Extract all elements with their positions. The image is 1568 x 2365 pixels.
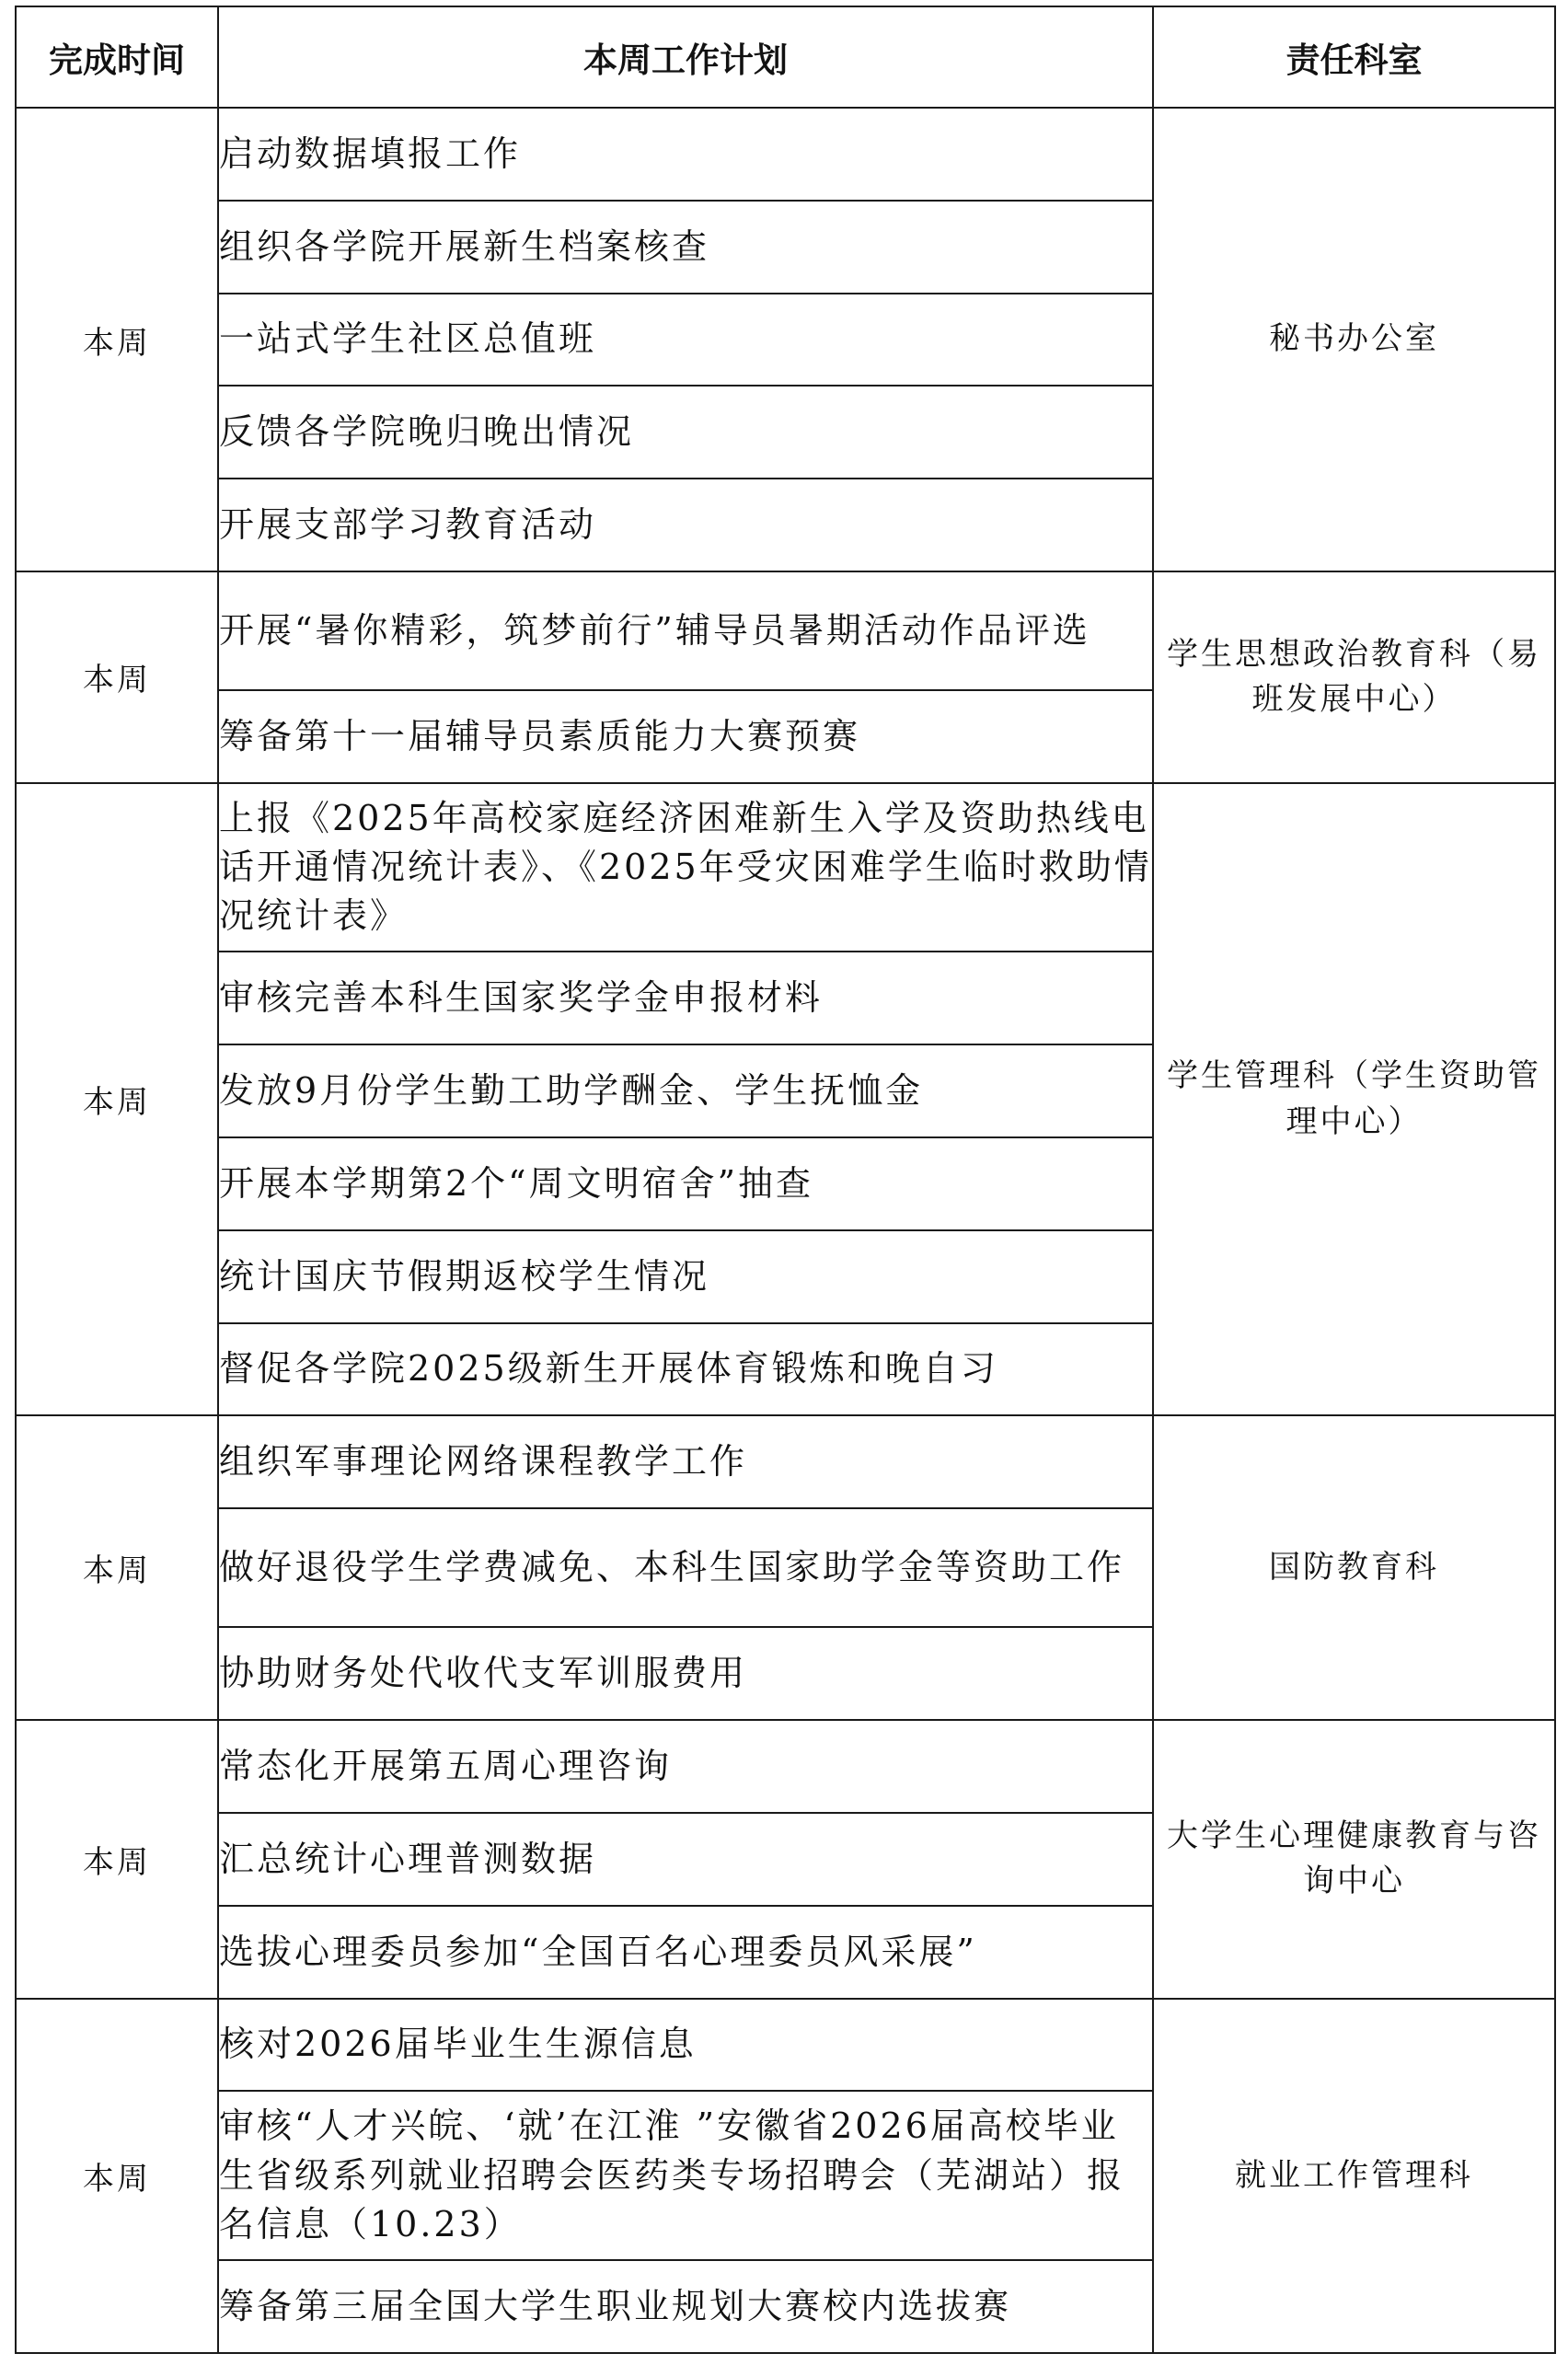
task-cell: 统计国庆节假期返校学生情况	[218, 1230, 1153, 1323]
header-completion-time: 完成时间	[16, 6, 218, 108]
completion-time-cell: 本周	[16, 783, 218, 1416]
task-cell: 组织各学院开展新生档案核查	[218, 201, 1153, 294]
task-cell: 开展本学期第2个“周文明宿舍”抽查	[218, 1137, 1153, 1230]
table-row	[16, 1415, 1555, 1508]
header-responsible-dept: 责任科室	[1153, 6, 1555, 108]
department-cell: 国防教育科	[1153, 1415, 1555, 1720]
completion-time-cell: 本周	[16, 1720, 218, 1998]
department-cell: 学生管理科（学生资助管理中心）	[1153, 783, 1555, 1416]
completion-time-cell: 本周	[16, 108, 218, 571]
task-cell: 汇总统计心理普测数据	[218, 1813, 1153, 1906]
department-cell: 学生思想政治教育科（易班发展中心）	[1153, 571, 1555, 783]
task-cell: 启动数据填报工作	[218, 108, 1153, 201]
task-cell: 一站式学生社区总值班	[218, 294, 1153, 386]
header-weekly-plan: 本周工作计划	[218, 6, 1153, 108]
department-cell: 就业工作管理科	[1153, 1999, 1555, 2353]
task-cell: 筹备第三届全国大学生职业规划大赛校内选拔赛	[218, 2260, 1153, 2353]
task-cell: 审核完善本科生国家奖学金申报材料	[218, 952, 1153, 1044]
table-row	[16, 783, 1555, 952]
completion-time-cell: 本周	[16, 571, 218, 783]
header-row	[16, 6, 1555, 108]
task-cell: 开展“暑你精彩，筑梦前行”辅导员暑期活动作品评选	[218, 571, 1153, 690]
task-cell: 上报《2025年高校家庭经济困难新生入学及资助热线电话开通情况统计表》、《2025年受灾困难学生临时救助情况统计表》	[218, 783, 1153, 952]
task-cell: 组织军事理论网络课程教学工作	[218, 1415, 1153, 1508]
completion-time-cell: 本周	[16, 1999, 218, 2353]
task-cell: 反馈各学院晚归晚出情况	[218, 386, 1153, 479]
department-cell: 大学生心理健康教育与咨询中心	[1153, 1720, 1555, 1998]
task-cell: 做好退役学生学费减免、本科生国家助学金等资助工作	[218, 1508, 1153, 1627]
task-cell: 审核“人才兴皖、‘就’在江淮 ”安徽省2026届高校毕业生省级系列就业招聘会医药类专场招聘会（芜湖站）报名信息（10.23）	[218, 2091, 1153, 2260]
table-row	[16, 1999, 1555, 2092]
task-cell: 常态化开展第五周心理咨询	[218, 1720, 1153, 1813]
table-row	[16, 108, 1555, 201]
task-cell: 开展支部学习教育活动	[218, 479, 1153, 571]
work-plan-table	[15, 6, 1556, 2354]
task-cell: 选拔心理委员参加“全国百名心理委员风采展”	[218, 1906, 1153, 1999]
task-cell: 核对2026届毕业生生源信息	[218, 1999, 1153, 2092]
task-cell: 筹备第十一届辅导员素质能力大赛预赛	[218, 690, 1153, 783]
task-cell: 督促各学院2025级新生开展体育锻炼和晚自习	[218, 1323, 1153, 1416]
completion-time-cell: 本周	[16, 1415, 218, 1720]
department-cell: 秘书办公室	[1153, 108, 1555, 571]
table-row	[16, 1720, 1555, 1813]
table-row	[16, 571, 1555, 690]
task-cell: 发放9月份学生勤工助学酬金、学生抚恤金	[218, 1044, 1153, 1137]
task-cell: 协助财务处代收代支军训服费用	[218, 1627, 1153, 1720]
